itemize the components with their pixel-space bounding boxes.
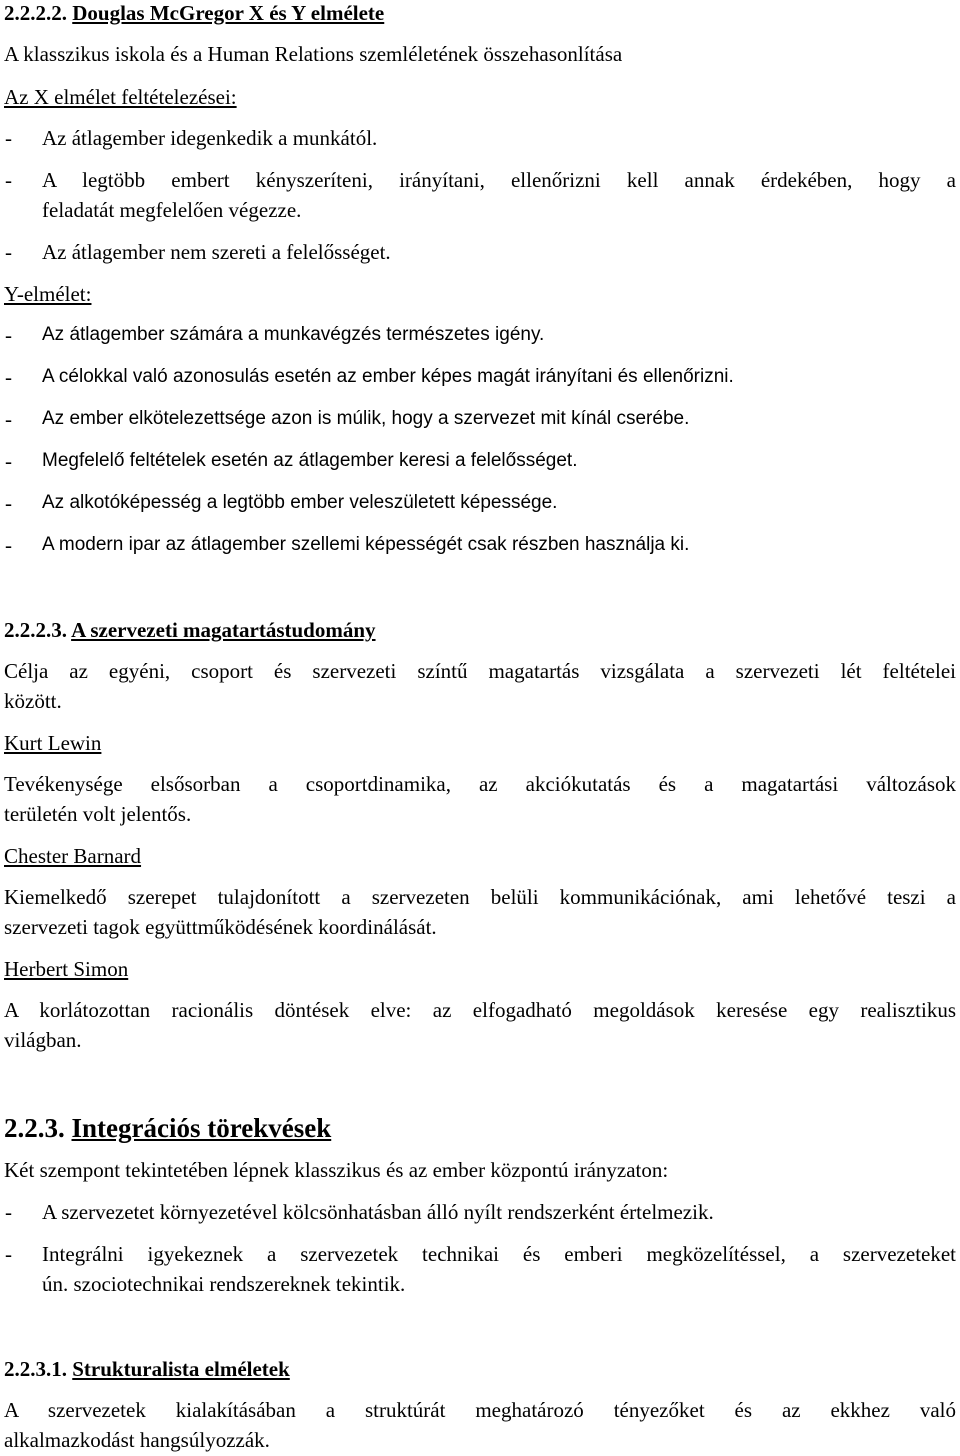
paragraph-line: Két szempont tekintetében lépnek klasszikus és az ember központú irányzaton:: [4, 1158, 669, 1182]
y-theory-heading: Y-elmélet:: [4, 282, 92, 306]
paragraph-line: Kiemelkedő szerepet tulajdonított a szervezeten belüli kommunikációnak, ami lehetővé teszi a: [4, 885, 956, 909]
list-item: Integrálni igyekeznek a szervezetek technikai és emberi megközelítéssel, a szervezeteket: [42, 1242, 956, 1266]
list-item: Az átlagember számára a munkavégzés természetes igény.: [42, 324, 545, 345]
section-title: A szervezeti magatartástudomány: [71, 618, 376, 642]
list-dash: -: [5, 407, 12, 431]
paragraph-line: alkalmazkodást hangsúlyozzák.: [4, 1428, 270, 1452]
x-theory-heading: Az X elmélet feltételezései:: [4, 85, 237, 109]
list-item-continuation: ún. szociotechnikai rendszereknek tekintik.: [42, 1272, 406, 1296]
paragraph-line: szervezeti tagok együttműködésének koordinálását.: [4, 915, 437, 939]
list-dash: -: [5, 1200, 12, 1224]
mcgregor-subtitle: A klasszikus iskola és a Human Relations szemléletének összehasonlítása: [4, 42, 623, 66]
list-item: Az átlagember nem szereti a felelősséget.: [42, 240, 391, 264]
paragraph-line: világban.: [4, 1028, 82, 1052]
person-name-barnard: Chester Barnard: [4, 844, 142, 868]
section-title: Strukturalista elméletek: [72, 1357, 290, 1381]
list-item: A célokkal való azonosulás esetén az ember képes magát irányítani és ellenőrizni.: [42, 366, 734, 387]
list-dash: -: [5, 168, 12, 192]
section-number: 2.2.2.3.: [4, 618, 67, 642]
section-number: 2.2.3.1.: [4, 1357, 67, 1381]
list-item: Az átlagember idegenkedik a munkától.: [42, 126, 378, 150]
section-title: Douglas McGregor X és Y elmélete: [72, 1, 385, 25]
paragraph-line: A korlátozottan racionális döntések elve: az elfogadható megoldások keresése egy realisztikus: [4, 998, 956, 1022]
paragraph-line: között.: [4, 689, 62, 713]
list-item: A szervezetet környezetével kölcsönhatásban álló nyílt rendszerként értelmezik.: [42, 1200, 714, 1224]
paragraph-line: A szervezetek kialakításában a struktúrát meghatározó tényezőket és az ekkhez való: [4, 1398, 956, 1422]
paragraph-line: Célja az egyéni, csoport és szervezeti színtű magatartás vizsgálata a szervezeti lét feltételei: [4, 659, 956, 683]
list-item: Megfelelő feltételek esetén az átlagember keresi a felelősséget.: [42, 450, 578, 471]
list-dash: -: [5, 365, 12, 389]
list-item: Az alkotóképesség a legtöbb ember veleszületett képessége.: [42, 492, 558, 513]
list-item: A legtöbb embert kényszeríteni, irányítani, ellenőrizni kell annak érdekében, hogy a: [42, 168, 956, 192]
list-dash: -: [5, 491, 12, 515]
list-dash: -: [5, 323, 12, 347]
list-item: Az ember elkötelezettsége azon is múlik, hogy a szervezet mit kínál cserébe.: [42, 408, 690, 429]
paragraph-line: Tevékenysége elsősorban a csoportdinamika, az akciókutatás és a magatartási változások: [4, 772, 956, 796]
section-title: Integrációs törekvések: [71, 1113, 332, 1143]
list-dash: -: [5, 240, 12, 264]
section-number: 2.2.2.2.: [4, 1, 67, 25]
paragraph-line: területén volt jelentős.: [4, 802, 192, 826]
section-heading-behavior: [4, 617, 376, 643]
section-heading-integration: [4, 1112, 331, 1144]
list-dash: -: [5, 449, 12, 473]
person-name-lewin: Kurt Lewin: [4, 731, 102, 755]
section-number: 2.2.3.: [4, 1113, 65, 1143]
person-name-simon: Herbert Simon: [4, 957, 129, 981]
list-dash: -: [5, 126, 12, 150]
list-dash: -: [5, 533, 12, 557]
section-heading-struct: [4, 1356, 290, 1382]
section-heading-mcgregor: [4, 0, 384, 26]
list-item: A modern ipar az átlagember szellemi képességét csak részben használja ki.: [42, 534, 690, 555]
list-dash: -: [5, 1242, 12, 1266]
list-item-continuation: feladatát megfelelően végezze.: [42, 198, 302, 222]
